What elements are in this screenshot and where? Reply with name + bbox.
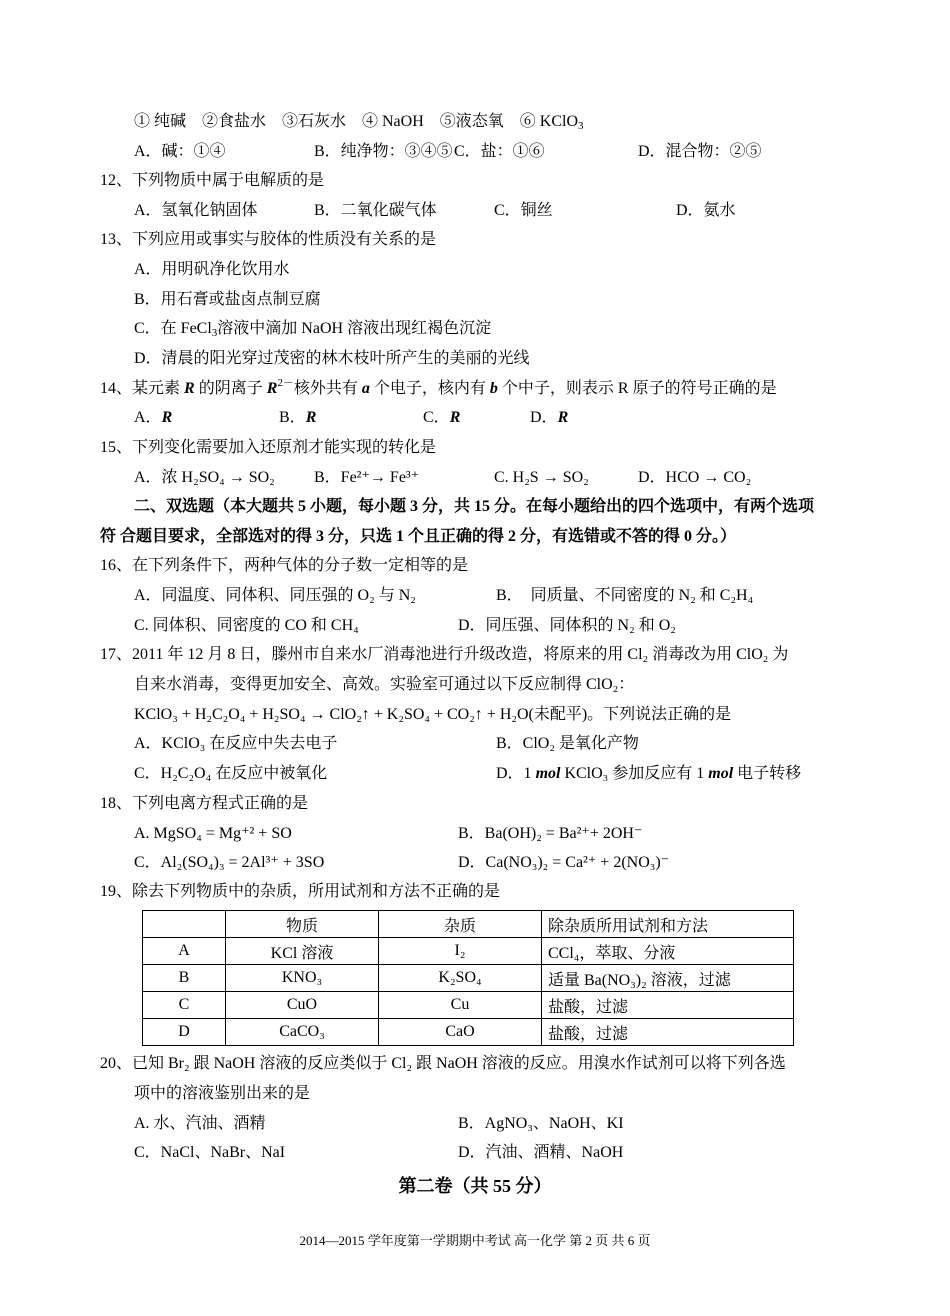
q14-option-d: D．R	[530, 409, 569, 426]
q16-option-b: B． 同质量、不同密度的 N₂ 和 C₂H₄	[496, 587, 754, 604]
table-cell: CaCO₃	[226, 1019, 379, 1046]
q20-option-b: B．AgNO₃、NaOH、KI	[458, 1115, 624, 1132]
q14-option-b: B．R	[279, 409, 317, 426]
table-cell: CaO	[379, 1019, 542, 1046]
q15-option-c: C. H₂S → SO₂	[494, 469, 589, 486]
q13-option-a: A．用明矾净化饮用水	[134, 261, 290, 278]
table-cell: D	[143, 1019, 226, 1046]
q17-option-a: A．KClO₃ 在反应中失去电子	[134, 735, 338, 752]
page-footer: 2014—2015 学年度第一学期期中考试 高一化学 第 2 页 共 6 页	[299, 1233, 651, 1248]
q18-option-c: C．Al₂(SO₄)₃ = 2Al³⁺ + 3SO	[134, 854, 325, 871]
q11-items: ① 纯碱 ②食盐水 ③石灰水 ④ NaOH ⑤液态氧 ⑥ KClO$_3$	[134, 113, 584, 132]
q17-stem-line1: 17、2011 年 12 月 8 日，滕州市自来水厂消毒池进行升级改造，将原来的用 Cl₂ 消毒改为用 ClO₂ 为	[100, 646, 789, 663]
q16-option-c: C. 同体积、同密度的 CO 和 CH₄	[134, 617, 359, 634]
q14-stem: 14、某元素 R 的阴离子 $R^{2-}$核外共有 a 个电子，核内有 b 个中子，则表示 R 原子的符号正确的是	[100, 377, 777, 397]
q18-option-b: B．Ba(OH)₂ = Ba²⁺+ 2OH⁻	[458, 825, 643, 842]
table-cell: CCl₄，萃取、分液	[542, 938, 794, 965]
q11-option-a: A．碱：①④	[134, 143, 226, 160]
table-cell: 盐酸，过滤	[542, 992, 794, 1019]
table-cell: KNO₃	[226, 965, 379, 992]
q13-option-c: C．在 FeCl$_3$溶液中滴加 NaOH 溶液出现红褐色沉淀	[134, 320, 492, 339]
q12-stem: 12、下列物质中属于电解质的是	[100, 172, 325, 189]
table-cell: 盐酸，过滤	[542, 1019, 794, 1046]
q17-option-b: B．ClO₂ 是氧化产物	[496, 735, 639, 752]
section2-heading-line2: 符 合题目要求，全部选对的得 3 分，只选 1 个且正确的得 2 分，有选错或不答的得 0 分。）	[100, 528, 737, 545]
part2-title: 第二卷（共 55 分）	[398, 1176, 552, 1196]
q20-option-a: A. 水、汽油、酒精	[134, 1115, 266, 1132]
q11-option-c: C．盐：①⑥	[454, 143, 545, 160]
q12-option-b: B．二氧化碳气体	[314, 202, 437, 219]
q17-equation: KClO₃ + H₂C₂O₄ + H₂SO₄ → ClO₂↑ + K₂SO₄ + CO₂↑ + H₂O(未配平)。下列说法正确的是	[134, 706, 732, 723]
table-row	[143, 1019, 794, 1046]
q15-stem: 15、下列变化需要加入还原剂才能实现的转化是	[100, 439, 437, 456]
q17-option-c: C．H₂C₂O₄ 在反应中被氧化	[134, 765, 328, 782]
table-cell: I₂	[379, 938, 542, 965]
table-cell: CuO	[226, 992, 379, 1019]
q20-stem-line2: 项中的溶液鉴别出来的是	[134, 1085, 311, 1102]
table-header-cell: 杂质	[379, 911, 542, 938]
q19-stem: 19、除去下列物质中的杂质，所用试剂和方法不正确的是	[100, 883, 501, 900]
table-cell: 适量 Ba(NO₃)₂ 溶液，过滤	[542, 965, 794, 992]
q13-option-b: B．用石膏或盐卤点制豆腐	[134, 291, 321, 308]
table-header-cell	[143, 911, 226, 938]
q12-option-c: C．铜丝	[494, 202, 553, 219]
q17-option-d: D．1 mol KClO₃ 参加反应有 1 mol 电子转移	[496, 765, 802, 782]
table-header-cell: 除杂质所用试剂和方法	[542, 911, 794, 938]
q14-option-a: A．R	[134, 409, 173, 426]
q20-stem-line1: 20、已知 Br₂ 跟 NaOH 溶液的反应类似于 Cl₂ 跟 NaOH 溶液的反应。用溴水作试剂可以将下列各选	[100, 1055, 786, 1072]
q20-option-c: C．NaCl、NaBr、NaI	[134, 1144, 286, 1161]
table-row	[143, 992, 794, 1019]
q15-option-b: B．Fe²⁺→ Fe³⁺	[314, 469, 420, 486]
q16-stem: 16、在下列条件下，两种气体的分子数一定相等的是	[100, 557, 469, 574]
section2-heading-line1: 二、双选题（本大题共 5 小题，每小题 3 分，共 15 分。在每小题给出的四个选项中，有两个选项	[134, 498, 815, 515]
q13-stem: 13、下列应用或事实与胶体的性质没有关系的是	[100, 231, 437, 248]
q12-option-a: A．氢氧化钠固体	[134, 202, 258, 219]
q15-option-a: A．浓 H₂SO₄ → SO₂	[134, 469, 275, 486]
q17-stem-line2: 自来水消毒，变得更加安全、高效。实验室可通过以下反应制得 ClO₂：	[134, 676, 635, 693]
q20-option-d: D．汽油、酒精、NaOH	[458, 1144, 624, 1161]
q11-option-b: B．纯净物：③④⑤	[314, 143, 453, 160]
q16-option-d: D．同压强、同体积的 N₂ 和 O₂	[458, 617, 676, 634]
q15-option-d: D．HCO → CO₂	[638, 469, 752, 486]
table-header-row	[143, 911, 794, 938]
table-cell: A	[143, 938, 226, 965]
q12-option-d: D．氨水	[676, 202, 736, 219]
q18-option-a: A. MgSO₄ = Mg⁺² + SO	[134, 825, 292, 842]
table-cell: KCl 溶液	[226, 938, 379, 965]
q18-stem: 18、下列电离方程式正确的是	[100, 795, 309, 812]
table-cell: B	[143, 965, 226, 992]
q11-option-d: D．混合物：②⑤	[638, 143, 762, 160]
q19-table	[142, 910, 794, 1046]
q18-option-d: D．Ca(NO₃)₂ = Ca²⁺ + 2(NO₃)⁻	[458, 854, 670, 871]
q14-option-c: C．R	[423, 409, 461, 426]
table-cell: K₂SO₄	[379, 965, 542, 992]
table-cell: C	[143, 992, 226, 1019]
q16-option-a: A．同温度、同体积、同压强的 O₂ 与 N₂	[134, 587, 416, 604]
q13-option-d: D．清晨的阳光穿过茂密的林木枝叶所产生的美丽的光线	[134, 350, 530, 367]
table-header-cell: 物质	[226, 911, 379, 938]
table-row	[143, 965, 794, 992]
table-cell: Cu	[379, 992, 542, 1019]
table-row	[143, 938, 794, 965]
